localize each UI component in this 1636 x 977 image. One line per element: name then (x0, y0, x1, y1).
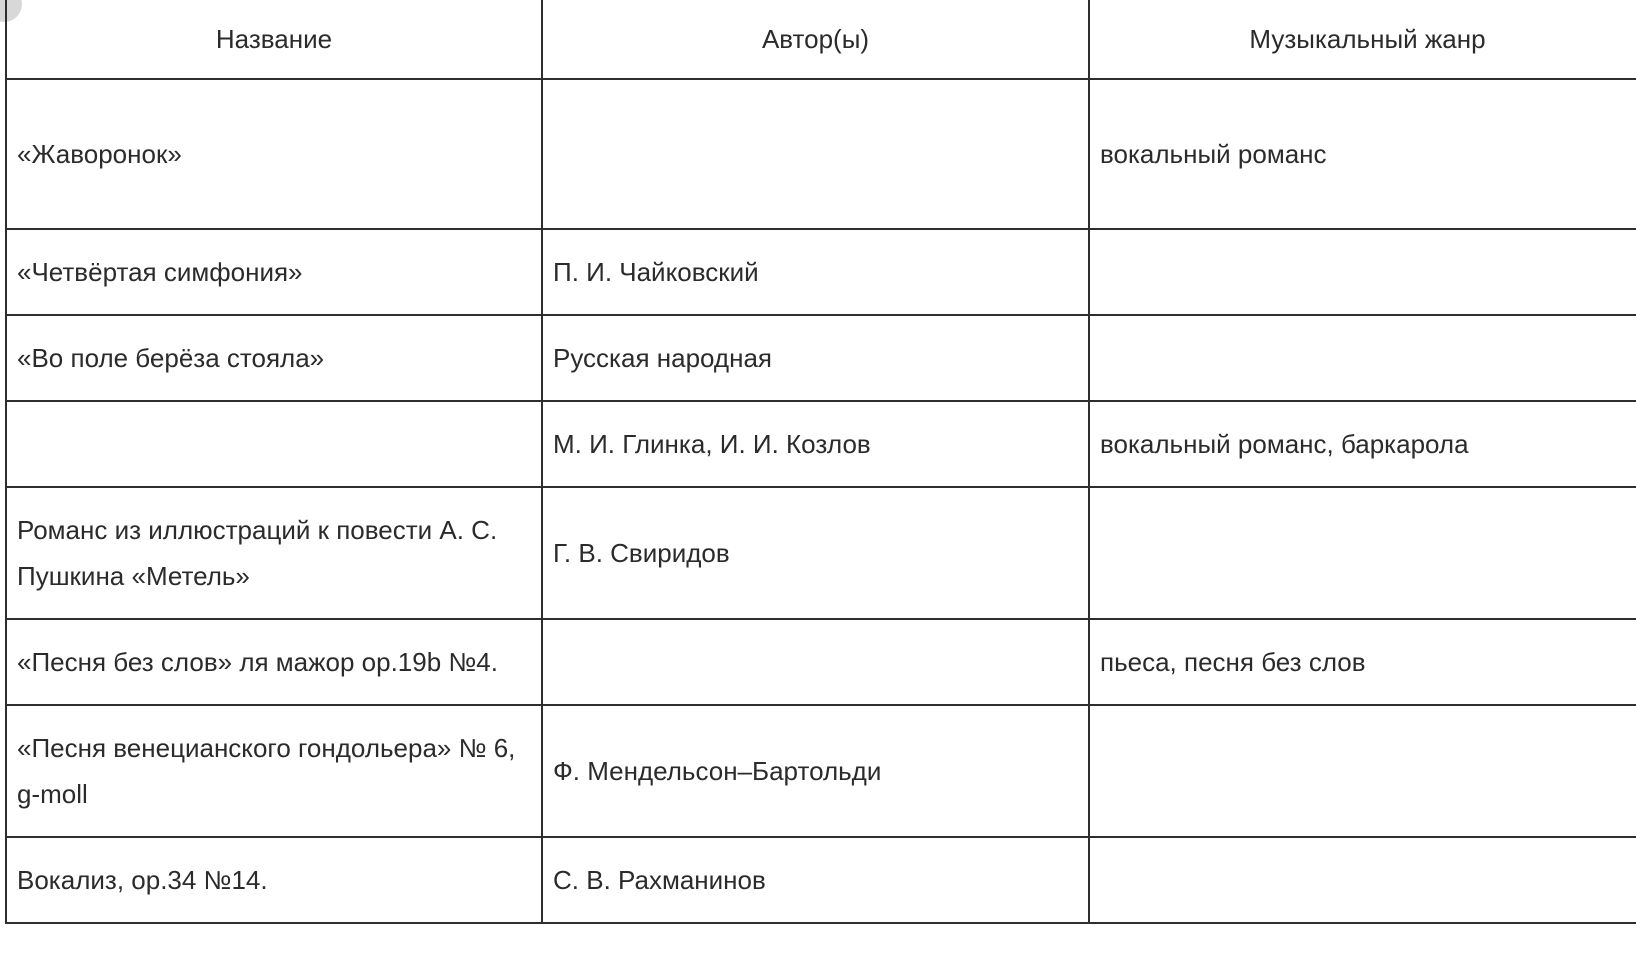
table-row (6, 705, 1636, 837)
cell-title: «Песня венецианского гондольера» № 6, g-moll (6, 705, 542, 837)
table-header-row (6, 0, 1636, 79)
cell-genre: вокальный романс (1089, 79, 1636, 229)
header-genre: Музыкальный жанр (1089, 0, 1636, 79)
cell-title: «Во поле берёза стояла» (6, 315, 542, 401)
cell-genre (1089, 837, 1636, 923)
table-row (6, 315, 1636, 401)
cell-author: Ф. Мендельсон–Бартольди (542, 705, 1089, 837)
cell-genre (1089, 487, 1636, 619)
header-title: Название (6, 0, 542, 79)
cell-author: С. В. Рахманинов (542, 837, 1089, 923)
cell-title (6, 401, 542, 487)
cell-author: Г. В. Свиридов (542, 487, 1089, 619)
table-row (6, 837, 1636, 923)
cell-author (542, 79, 1089, 229)
cell-author: П. И. Чайковский (542, 229, 1089, 315)
cell-title: Романс из иллюстраций к повести А. С. Пушкина «Метель» (6, 487, 542, 619)
cell-title: «Песня без слов» ля мажор ор.19b №4. (6, 619, 542, 705)
music-works-table (5, 0, 1636, 924)
cell-genre: пьеса, песня без слов (1089, 619, 1636, 705)
cell-title: «Четвёртая симфония» (6, 229, 542, 315)
table-row (6, 229, 1636, 315)
cell-author: М. И. Глинка, И. И. Козлов (542, 401, 1089, 487)
cell-genre: вокальный романс, баркарола (1089, 401, 1636, 487)
cell-author: Русская народная (542, 315, 1089, 401)
cell-title: «Жаворонок» (6, 79, 542, 229)
cell-genre (1089, 315, 1636, 401)
table-row (6, 401, 1636, 487)
cell-title: Вокализ, ор.34 №14. (6, 837, 542, 923)
cell-genre (1089, 229, 1636, 315)
table-row (6, 79, 1636, 229)
table-row (6, 487, 1636, 619)
header-author: Автор(ы) (542, 0, 1089, 79)
table-row (6, 619, 1636, 705)
cell-genre (1089, 705, 1636, 837)
cell-author (542, 619, 1089, 705)
